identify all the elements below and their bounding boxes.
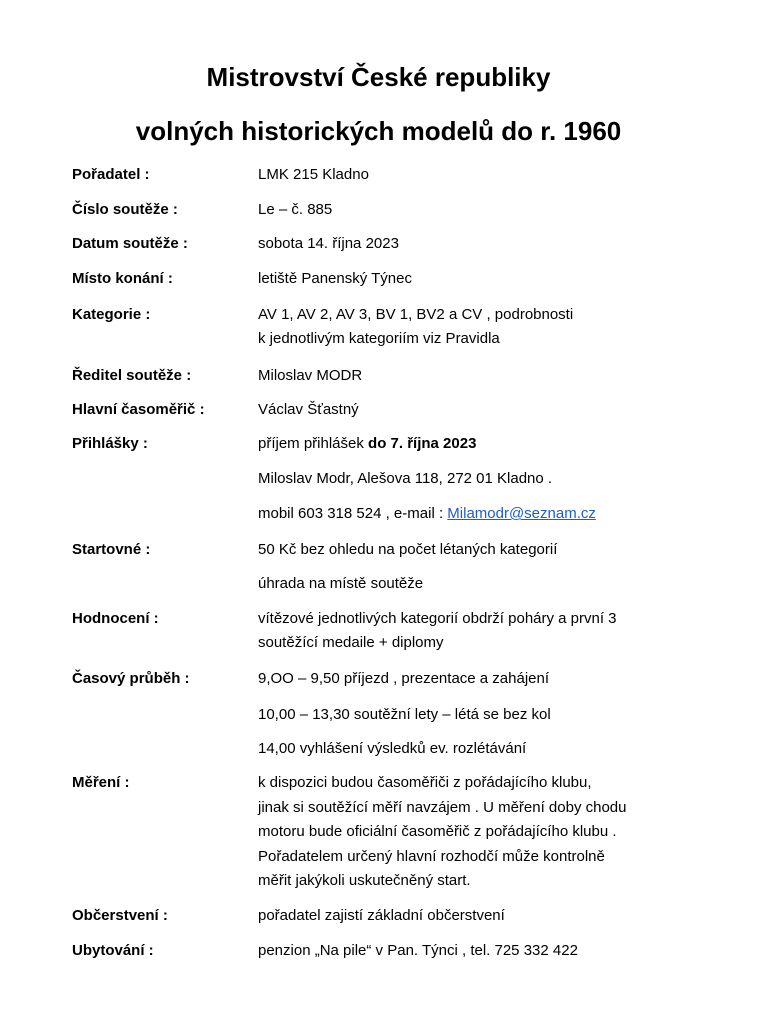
label-kategorie: Kategorie : — [72, 306, 151, 323]
document-title-line2: volných historických modelů do r. 1960 — [135, 116, 622, 146]
label-casovy-prubeh: Časový průběh : — [72, 670, 190, 687]
value-prihlasky-contact — [258, 505, 596, 523]
value-mereni-line5: měřit jakýkoli uskutečněný start. — [258, 872, 471, 889]
value-reditel-souteze: Miloslav MODR — [258, 367, 363, 384]
value-mereni-line4: Pořadatelem určený hlavní rozhodčí může kontrolně — [258, 848, 605, 865]
label-obcerstveni: Občerstvení : — [72, 907, 168, 924]
value-prubeh-line1: 9,OO – 9,50 příjezd , prezentace a zahájení — [258, 670, 550, 687]
label-misto-konani: Místo konání : — [72, 270, 173, 287]
contact-phone-prefix: mobil 603 318 524 , e-mail : — [258, 505, 448, 522]
value-hlavni-casomeric: Václav Šťastný — [258, 401, 359, 418]
value-prihlasky-address: Miloslav Modr, Alešova 118, 272 01 Kladno . — [258, 470, 553, 487]
label-hlavni-casomeric: Hlavní časoměřič : — [72, 401, 205, 418]
label-ubytovani: Ubytování : — [72, 942, 154, 959]
label-prihlasky: Přihlášky : — [72, 435, 148, 452]
label-reditel-souteze: Ředitel soutěže : — [72, 367, 192, 384]
document-title-line1: Mistrovství České republiky — [206, 62, 551, 92]
value-startovne-line1: 50 Kč bez ohledu na počet létaných kategorií — [258, 541, 558, 558]
label-mereni: Měření : — [72, 774, 130, 791]
value-prubeh-line3: 14,00 vyhlášení výsledků ev. rozlétávání — [258, 740, 527, 757]
label-poradatel: Pořadatel : — [72, 166, 150, 183]
label-cislo-souteze: Číslo soutěže : — [72, 201, 178, 218]
label-datum-souteze: Datum soutěže : — [72, 235, 188, 252]
email-link[interactable]: Milamodr@seznam.cz — [447, 505, 596, 522]
value-obcerstveni: pořadatel zajistí základní občerstvení — [258, 907, 505, 924]
value-cislo-souteze: Le – č. 885 — [258, 201, 333, 218]
prihlasky-deadline: do 7. října 2023 — [368, 435, 477, 452]
value-datum-souteze: sobota 14. října 2023 — [258, 235, 399, 252]
value-mereni-line1: k dispozici budou časoměřiči z pořádajícího klubu, — [258, 774, 592, 791]
label-hodnoceni: Hodnocení : — [72, 610, 159, 627]
value-prubeh-line2: 10,00 – 13,30 soutěžní lety – létá se bez kol — [258, 706, 551, 723]
value-kategorie-line2: k jednotlivým kategoriím viz Pravidla — [258, 330, 500, 347]
value-misto-konani: letiště Panenský Týnec — [258, 270, 412, 287]
value-poradatel: LMK 215 Kladno — [258, 166, 369, 183]
value-ubytovani: penzion „Na pile“ v Pan. Týnci , tel. 725 332 422 — [258, 942, 578, 959]
value-hodnoceni-line2: soutěžící medaile + diplomy — [258, 634, 444, 651]
value-mereni-line2: jinak si soutěžící měří navzájem . U měření doby chodu — [258, 799, 627, 816]
label-startovne: Startovné : — [72, 541, 151, 558]
value-kategorie-line1: AV 1, AV 2, AV 3, BV 1, BV2 a CV , podrobnosti — [258, 306, 574, 323]
value-mereni-line3: motoru bude oficiální časoměřič z pořádajícího klubu . — [258, 823, 617, 840]
prihlasky-prefix: příjem přihlášek — [258, 435, 369, 452]
value-startovne-line2: úhrada na místě soutěže — [258, 575, 424, 592]
value-hodnoceni-line1: vítězové jednotlivých kategorií obdrží poháry a první 3 — [258, 610, 617, 627]
value-prihlasky-line1 — [258, 435, 476, 453]
